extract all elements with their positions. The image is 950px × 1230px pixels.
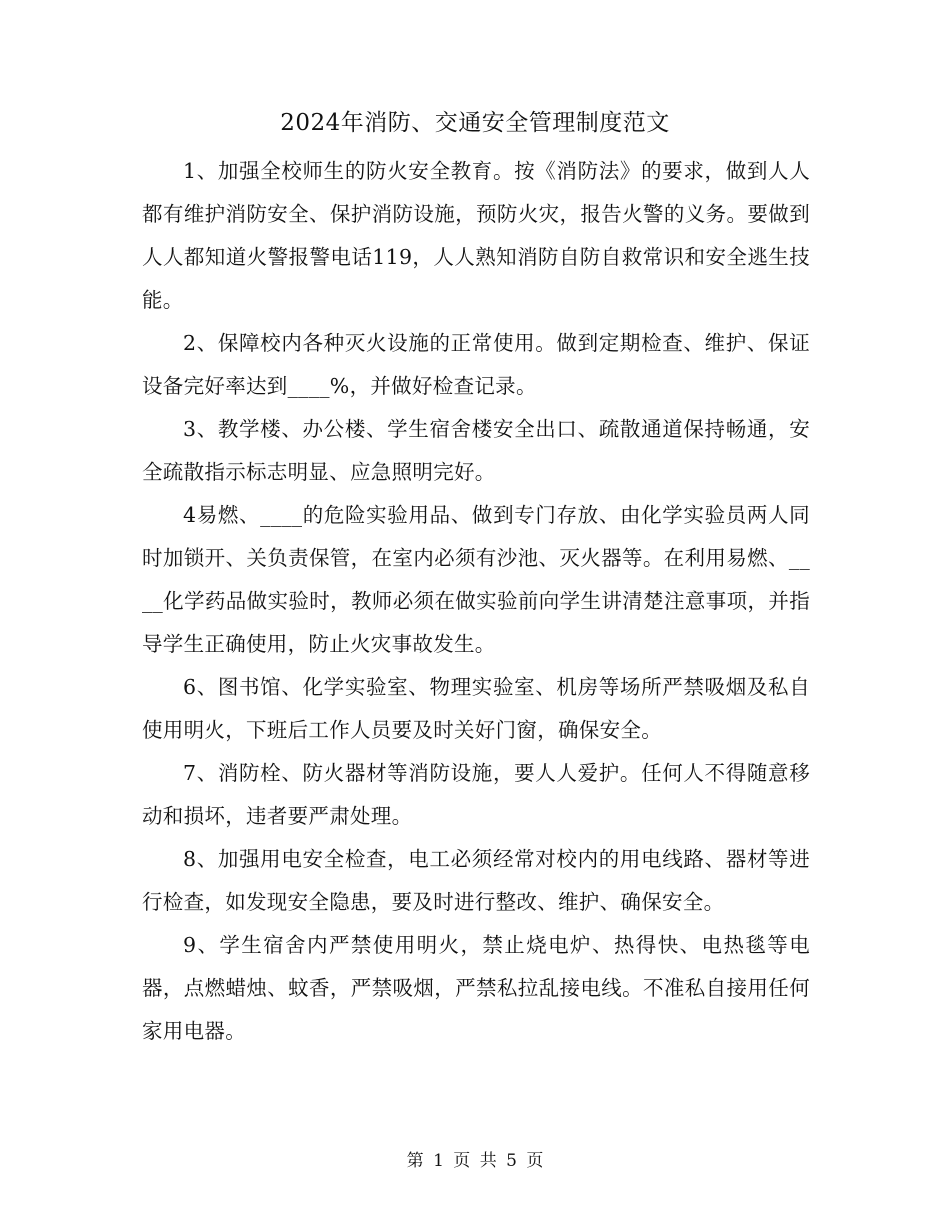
document-title: 2024年消防、交通安全管理制度范文 — [280, 110, 670, 136]
paragraph-3: 3、教学楼、办公楼、学生宿舍楼安全出口、疏散通道保持畅通，安全疏散指示标志明显、应急照明完好。 — [142, 417, 810, 484]
page-number-footer: 第 1 页 共 5 页 — [406, 1151, 544, 1171]
paragraph-9: 9、学生宿舍内严禁使用明火，禁止烧电炉、热得快、电热毯等电器，点燃蜡烛、蚊香，严禁吸烟，严禁私拉乱接电线。不准私自接用任何家用电器。 — [142, 933, 810, 1043]
document-body — [142, 150, 810, 1053]
paragraph-1: 1、加强全校师生的防火安全教育。按《消防法》的要求，做到人人都有维护消防安全、保护消防设施，预防火灾，报告火警的义务。要做到人人都知道火警报警电话119，人人熟知消防自防自救常识和安全逃生技能。 — [142, 159, 810, 312]
paragraph-6: 6、图书馆、化学实验室、物理实验室、机房等场所严禁吸烟及私自使用明火，下班后工作人员要及时关好门窗，确保安全。 — [142, 675, 810, 742]
paragraph-4: 4易燃、____的危险实验用品、做到专门存放、由化学实验员两人同时加锁开、关负责保管，在室内必须有沙池、灭火器等。在利用易燃、____化学药品做实验时，教师必须在做实验前向学生讲清楚注意事项，并指导学生正确使用，防止火灾事故发生。 — [142, 503, 810, 656]
paragraph-2: 2、保障校内各种灭火设施的正常使用。做到定期检查、维护、保证设备完好率达到____%，并做好检查记录。 — [142, 331, 810, 398]
paragraph-8: 8、加强用电安全检查，电工必须经常对校内的用电线路、器材等进行检查，如发现安全隐患，要及时进行整改、维护、确保安全。 — [142, 847, 810, 914]
paragraph-7: 7、消防栓、防火器材等消防设施，要人人爱护。任何人不得随意移动和损坏，违者要严肃处理。 — [142, 761, 810, 828]
